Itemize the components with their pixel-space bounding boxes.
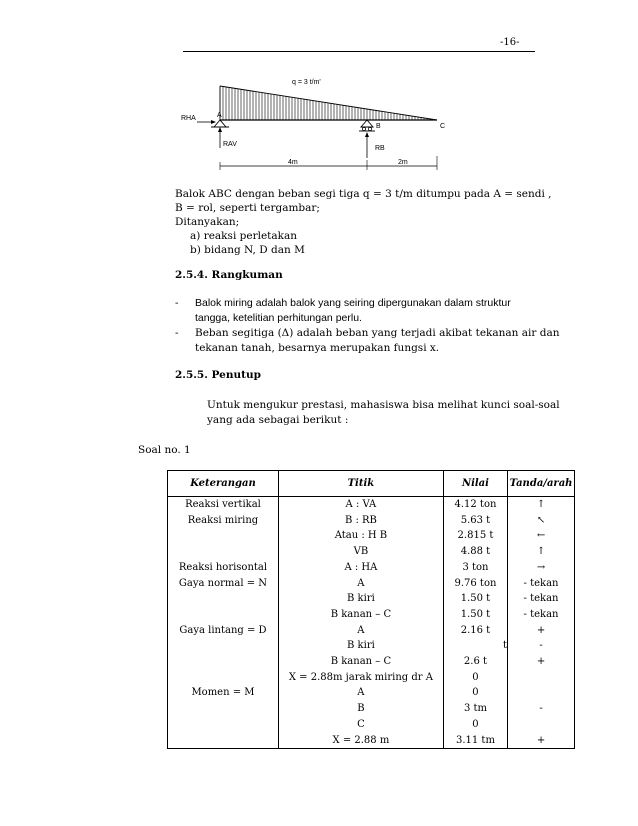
cell-titik: B kanan – C bbox=[278, 607, 443, 623]
problem-line-2: B = rol, seperti tergambar; bbox=[175, 202, 320, 214]
load-slope-line bbox=[220, 86, 437, 120]
cell-nilai: 0 bbox=[443, 685, 507, 701]
bullet-2-line-2: tekanan tanah, besarnya merupakan fungsi x. bbox=[195, 342, 440, 354]
rb-label: RB bbox=[375, 145, 385, 152]
table-row bbox=[168, 591, 575, 607]
table-row bbox=[168, 513, 575, 529]
rav-label: RAV bbox=[223, 141, 237, 148]
soal-label: Soal no. 1 bbox=[138, 444, 191, 456]
cell-nilai: 9.76 ton bbox=[443, 576, 507, 592]
cell-tanda bbox=[508, 717, 575, 733]
table-row bbox=[168, 528, 575, 544]
answer-table bbox=[167, 470, 575, 749]
cell-keterangan bbox=[168, 733, 279, 749]
cell-keterangan bbox=[168, 654, 279, 670]
cell-tanda: ← bbox=[508, 528, 575, 544]
cell-keterangan bbox=[168, 544, 279, 560]
cell-titik: B : RB bbox=[278, 513, 443, 529]
table-row bbox=[168, 701, 575, 717]
table-row bbox=[168, 638, 575, 654]
cell-titik: B kanan – C bbox=[278, 654, 443, 670]
cell-keterangan bbox=[168, 638, 279, 654]
table-row bbox=[168, 733, 575, 749]
table-row bbox=[168, 685, 575, 701]
cell-titik: VB bbox=[278, 544, 443, 560]
cell-keterangan: Momen = M bbox=[168, 685, 279, 701]
cell-tanda: - bbox=[508, 638, 575, 654]
closing-line-2: yang ada sebagai berikut : bbox=[207, 414, 349, 426]
cell-keterangan: Reaksi vertikal bbox=[168, 497, 279, 513]
cell-tanda: ↖ bbox=[508, 513, 575, 529]
cell-tanda bbox=[508, 685, 575, 701]
cell-nilai: 2.16 t bbox=[443, 623, 507, 639]
table-row bbox=[168, 654, 575, 670]
problem-line-1: Balok ABC dengan beban segi tiga q = 3 t/m ditumpu pada A = sendi , bbox=[175, 188, 552, 200]
table-row bbox=[168, 670, 575, 686]
cell-nilai: 5.63 t bbox=[443, 513, 507, 529]
bullet-1-line-2: tangga, ketelitian perhitungan perlu. bbox=[195, 312, 362, 324]
cell-titik: B kiri bbox=[278, 638, 443, 654]
cell-titik: A : HA bbox=[278, 560, 443, 576]
bullet-2-line-1: Beban segitiga (Δ) adalah beban yang terjadi akibat tekanan air dan bbox=[195, 327, 560, 339]
cell-tanda: → bbox=[508, 560, 575, 576]
cell-keterangan bbox=[168, 607, 279, 623]
cell-titik: X = 2.88 m bbox=[278, 733, 443, 749]
cell-titik: Atau : H B bbox=[278, 528, 443, 544]
cell-titik: C bbox=[278, 717, 443, 733]
cell-keterangan: Gaya lintang = D bbox=[168, 623, 279, 639]
cell-titik: B kiri bbox=[278, 591, 443, 607]
cell-nilai: 4.12 ton bbox=[443, 497, 507, 513]
bullet-dash-2: - bbox=[175, 327, 179, 339]
dim-2m-label: 2m bbox=[398, 159, 408, 166]
table-body bbox=[168, 497, 575, 749]
cell-tanda: ↑ bbox=[508, 544, 575, 560]
cell-nilai: 3 tm bbox=[443, 701, 507, 717]
header-titik: Titik bbox=[278, 471, 443, 497]
cell-tanda: + bbox=[508, 623, 575, 639]
cell-tanda: + bbox=[508, 654, 575, 670]
cell-keterangan bbox=[168, 670, 279, 686]
cell-nilai: 0 bbox=[443, 717, 507, 733]
cell-tanda: ↑ bbox=[508, 497, 575, 513]
cell-keterangan bbox=[168, 591, 279, 607]
point-b-label: B bbox=[376, 123, 381, 130]
bullet-1-line-1: Balok miring adalah balok yang seiring dipergunakan dalam struktur bbox=[195, 297, 511, 309]
page-number: -16- bbox=[500, 37, 520, 48]
cell-titik: A bbox=[278, 576, 443, 592]
dim-4m-label: 4m bbox=[288, 159, 298, 166]
cell-tanda: - tekan bbox=[508, 591, 575, 607]
table-row bbox=[168, 623, 575, 639]
cell-nilai: 2.6 t bbox=[443, 654, 507, 670]
summary-heading: 2.5.4. Rangkuman bbox=[175, 269, 283, 281]
problem-line-3: Ditanyakan; bbox=[175, 216, 240, 228]
bullet-dash-1: - bbox=[175, 297, 179, 309]
cell-nilai: 1.50 t bbox=[443, 591, 507, 607]
cell-tanda: - bbox=[508, 701, 575, 717]
cell-keterangan bbox=[168, 528, 279, 544]
cell-tanda: - tekan bbox=[508, 576, 575, 592]
cell-tanda: + bbox=[508, 733, 575, 749]
table-header-row bbox=[168, 471, 575, 497]
beam-diagram bbox=[170, 60, 470, 175]
cell-nilai: t bbox=[443, 638, 507, 654]
cell-keterangan: Gaya normal = N bbox=[168, 576, 279, 592]
point-a-label: A bbox=[217, 112, 222, 119]
cell-titik: A bbox=[278, 623, 443, 639]
cell-nilai: 4.88 t bbox=[443, 544, 507, 560]
cell-titik: X = 2.88m jarak miring dr A bbox=[278, 670, 443, 686]
rha-label: RHA bbox=[181, 115, 196, 122]
table-row bbox=[168, 544, 575, 560]
cell-keterangan: Reaksi horisontal bbox=[168, 560, 279, 576]
point-c-label: C bbox=[440, 123, 446, 130]
cell-keterangan: Reaksi miring bbox=[168, 513, 279, 529]
cell-nilai: 1.50 t bbox=[443, 607, 507, 623]
table-row bbox=[168, 576, 575, 592]
cell-nilai: 0 bbox=[443, 670, 507, 686]
problem-item-a: a) reaksi perletakan bbox=[190, 230, 298, 242]
header-keterangan: Keterangan bbox=[168, 471, 279, 497]
cell-tanda: - tekan bbox=[508, 607, 575, 623]
cell-nilai: 3.11 tm bbox=[443, 733, 507, 749]
table-row bbox=[168, 607, 575, 623]
header-rule bbox=[183, 51, 535, 52]
load-label: q = 3 t/m' bbox=[292, 79, 321, 86]
problem-item-b: b) bidang N, D dan M bbox=[190, 244, 305, 256]
header-tanda-arah: Tanda/arah bbox=[508, 471, 575, 497]
cell-titik: A : VA bbox=[278, 497, 443, 513]
table-row bbox=[168, 717, 575, 733]
cell-nilai: 3 ton bbox=[443, 560, 507, 576]
closing-line-1: Untuk mengukur prestasi, mahasiswa bisa melihat kunci soal-soal bbox=[207, 399, 560, 411]
cell-nilai: 2.815 t bbox=[443, 528, 507, 544]
cell-titik: B bbox=[278, 701, 443, 717]
cell-keterangan bbox=[168, 701, 279, 717]
table-row bbox=[168, 497, 575, 513]
cell-keterangan bbox=[168, 717, 279, 733]
pin-support-a bbox=[214, 120, 226, 127]
header-nilai: Nilai bbox=[443, 471, 507, 497]
roller-support-b bbox=[361, 120, 373, 127]
table-row bbox=[168, 560, 575, 576]
cell-tanda bbox=[508, 670, 575, 686]
closing-heading: 2.5.5. Penutup bbox=[175, 369, 261, 381]
cell-titik: A bbox=[278, 685, 443, 701]
